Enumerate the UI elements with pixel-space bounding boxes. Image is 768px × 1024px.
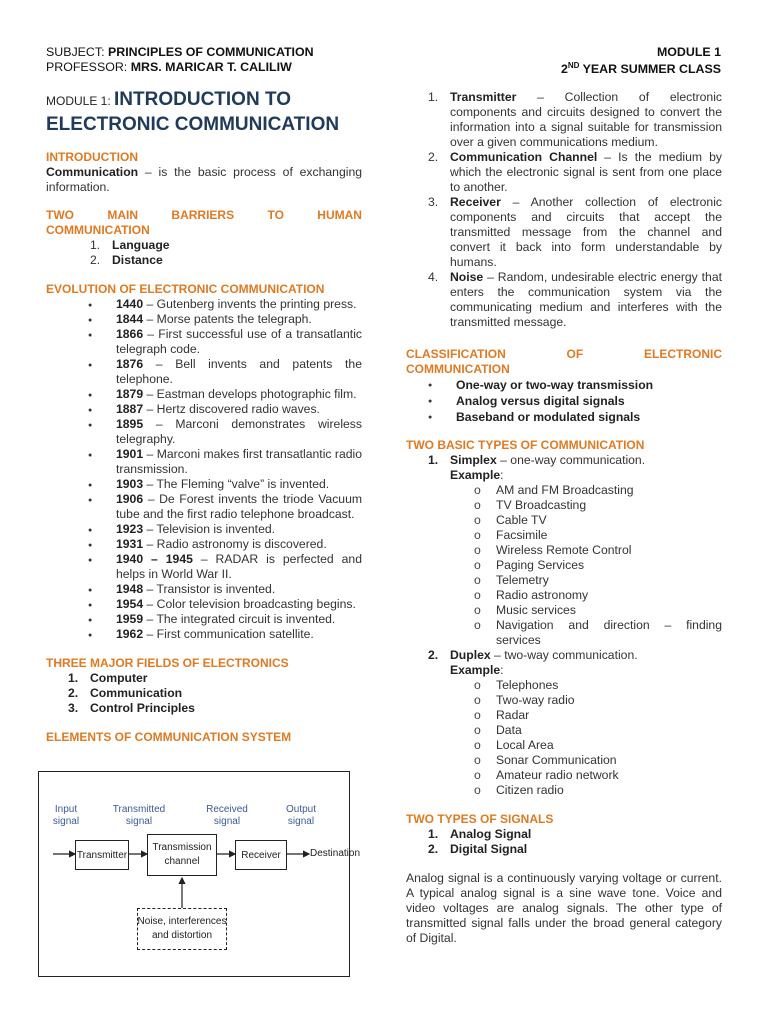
evolution-list <box>88 297 362 642</box>
timeline-item <box>88 537 362 552</box>
timeline-year: 1940 – 1945 <box>116 552 193 566</box>
simplex-example-label: Example <box>450 468 501 482</box>
example-item: o Sonar Communication <box>474 753 722 768</box>
module-label: MODULE 1 <box>656 45 721 59</box>
item-text: Language <box>112 238 170 252</box>
timeline-item <box>88 582 362 597</box>
timeline-item <box>88 312 362 327</box>
element-definition: – Collection of electronic components and circuits designed to convert the information into a signal suitable for transmission over a given communications medium. <box>450 90 722 149</box>
item-text: Baseband or modulated signals <box>456 410 641 424</box>
signals-paragraph: Analog signal is a continuously varying voltage or current. A typical analog signal is a sine wave tone. Voice and video voltages are analog signals. The other type of transmitted signal falls under the broad general category of Digital. <box>406 871 722 945</box>
element-term: Transmitter <box>450 90 517 104</box>
subject-value: PRINCIPLES OF COMMUNICATION <box>107 45 314 59</box>
timeline-item <box>88 522 362 537</box>
example-item: o Radio astronomy <box>474 588 722 603</box>
item-number: 1. <box>90 238 101 252</box>
example-item: o Citizen radio <box>474 783 722 798</box>
timeline-event: – Eastman develops photographic film. <box>143 387 357 401</box>
input-signal-label: Input signal <box>52 804 80 827</box>
timeline-item <box>88 417 362 447</box>
timeline-year: 1876 <box>116 357 144 371</box>
elements-heading: ELEMENTS OF COMMUNICATION SYSTEM <box>46 730 292 744</box>
timeline-item <box>88 612 362 627</box>
subject-line <box>46 45 314 60</box>
example-item: o Radar <box>474 708 722 723</box>
item-number: 4. <box>428 270 439 284</box>
element-term: Receiver <box>450 195 501 209</box>
item-number: 3. <box>428 195 439 209</box>
timeline-event: – Gutenberg invents the printing press. <box>143 297 357 311</box>
timeline-item <box>88 477 362 492</box>
element-definition: – Random, undesirable electric energy that enters the communication system via the communicating medium and interferes with the transmitted message. <box>450 270 722 329</box>
list-item <box>68 686 362 701</box>
intro-definition: – is the basic process of exchanging information. <box>46 165 362 194</box>
class-label <box>561 58 721 77</box>
timeline-item <box>88 387 362 402</box>
item-text: Communication <box>90 686 183 700</box>
timeline-item <box>88 402 362 417</box>
timeline-year: 1962 <box>116 627 144 641</box>
fields-list <box>68 671 362 716</box>
timeline-event: – First successful use of a transatlantic telegraph code. <box>116 327 362 356</box>
timeline-year: 1959 <box>116 612 144 626</box>
item-number: 1. <box>68 671 79 685</box>
barriers-list <box>90 238 362 268</box>
timeline-year: 1931 <box>116 537 144 551</box>
system-element-item <box>428 150 722 195</box>
item-number: 1. <box>428 90 439 104</box>
timeline-item <box>88 327 362 357</box>
timeline-event: – Bell invents and patents the telephone. <box>116 357 362 386</box>
item-number: 2. <box>428 842 439 856</box>
received-signal-label: Received signal <box>206 804 248 827</box>
output-signal-label: Output signal <box>285 804 317 827</box>
professor-value: MRS. MARICAR T. CALILIW <box>130 60 292 74</box>
page-title <box>46 88 362 138</box>
timeline-event: – Marconi demonstrates wireless telegraphy. <box>116 417 362 446</box>
year-rest: YEAR SUMMER CLASS <box>579 62 721 77</box>
simplex-examples <box>474 483 722 648</box>
barriers-heading: TWO MAIN BARRIERS TO HUMAN COMMUNICATION <box>46 208 362 237</box>
example-item: o Data <box>474 723 722 738</box>
timeline-event: – Hertz discovered radio waves. <box>143 402 320 416</box>
timeline-year: 1903 <box>116 477 144 491</box>
list-item <box>68 671 362 686</box>
item-number: 3. <box>68 701 79 715</box>
element-term: Noise <box>450 270 484 284</box>
fields-heading: THREE MAJOR FIELDS OF ELECTRONICS <box>46 656 289 670</box>
item-text: Control Principles <box>90 701 195 715</box>
system-element-item <box>428 90 722 150</box>
example-item: o Navigation and direction – finding services <box>474 618 722 648</box>
year-suffix: ND <box>567 61 580 70</box>
example-item: o Wireless Remote Control <box>474 543 722 558</box>
timeline-year: 1844 <box>116 312 144 326</box>
item-text: Analog versus digital signals <box>456 394 625 408</box>
item-text: Digital Signal <box>450 842 528 856</box>
evolution-heading: EVOLUTION OF ELECTRONIC COMMUNICATION <box>46 282 325 296</box>
types-heading: TWO BASIC TYPES OF COMMUNICATION <box>406 438 645 452</box>
example-item: o Cable TV <box>474 513 722 528</box>
example-item: o Telephones <box>474 678 722 693</box>
duplex-example-label: Example <box>450 663 501 677</box>
timeline-item <box>88 357 362 387</box>
timeline-year: 1948 <box>116 582 144 596</box>
system-element-item <box>428 195 722 270</box>
example-item: o Local Area <box>474 738 722 753</box>
simplex-definition: – one-way communication. <box>496 453 646 467</box>
destination-label: Destination <box>310 848 361 859</box>
simplex-term: Simplex <box>450 453 497 467</box>
timeline-year: 1866 <box>116 327 144 341</box>
timeline-event: – Marconi makes first transatlantic radio transmission. <box>116 447 362 476</box>
timeline-item <box>88 447 362 477</box>
timeline-event: – The integrated circuit is invented. <box>143 612 336 626</box>
timeline-item <box>88 297 362 312</box>
timeline-year: 1440 <box>116 297 144 311</box>
timeline-event: – First communication satellite. <box>143 627 314 641</box>
intro-text <box>46 165 362 195</box>
duplex-block: 2. Duplex – two-way communication. Example: <box>428 648 638 677</box>
timeline-year: 1887 <box>116 402 144 416</box>
timeline-year: 1906 <box>116 492 144 506</box>
element-definition: – Another collection of electronic components and circuits that accept the transmitted message from the channel and convert it back into form understandable by humans. <box>450 195 722 269</box>
example-item: o Facsimile <box>474 528 722 543</box>
title-line2: ELECTRONIC COMMUNICATION <box>46 114 340 135</box>
receiver-box: Receiver <box>235 840 287 870</box>
title-line1: INTRODUCTION TO <box>114 89 291 110</box>
signals-list <box>428 827 722 857</box>
element-definition: – Is the medium by which the electronic signal is sent from one place to another. <box>450 150 722 194</box>
classification-list <box>428 377 722 425</box>
timeline-year: 1901 <box>116 447 144 461</box>
example-item: o Amateur radio network <box>474 768 722 783</box>
intro-heading: INTRODUCTION <box>46 150 138 164</box>
example-item: o Two-way radio <box>474 693 722 708</box>
list-item <box>428 393 722 409</box>
communication-system-diagram <box>38 771 361 977</box>
item-number: 2. <box>428 150 439 164</box>
item-text: Distance <box>112 253 163 267</box>
timeline-event: – Color television broadcasting begins. <box>143 597 356 611</box>
channel-box: Transmission channel <box>147 834 217 876</box>
example-item: o Telemetry <box>474 573 722 588</box>
item-number: 2. <box>90 253 101 267</box>
list-item <box>428 377 722 393</box>
left-column <box>46 88 362 745</box>
timeline-event: – Radio astronomy is discovered. <box>143 537 327 551</box>
timeline-event: – RADAR is perfected and helps in World War II. <box>116 552 362 581</box>
professor-line <box>46 60 292 75</box>
timeline-event: – The Fleming “valve” is invented. <box>143 477 330 491</box>
duplex-term: Duplex <box>450 648 491 662</box>
timeline-event: – Morse patents the telegraph. <box>143 312 312 326</box>
element-term: Communication Channel <box>450 150 598 164</box>
intro-term: Communication <box>46 165 139 179</box>
system-element-item <box>428 270 722 330</box>
timeline-event: – Television is invented. <box>143 522 276 536</box>
system-elements-list <box>428 90 722 330</box>
example-item: o AM and FM Broadcasting <box>474 483 722 498</box>
classification-heading: CLASSIFICATION OF ELECTRONIC COMMUNICATION <box>406 347 722 376</box>
item-text: One-way or two-way transmission <box>456 378 654 392</box>
item-number: 2. <box>428 648 439 662</box>
transmitted-signal-label: Transmitted signal <box>112 804 166 827</box>
simplex-block: 1. Simplex – one-way communication. Example: <box>428 453 646 482</box>
list-item <box>68 701 362 716</box>
item-text: Analog Signal <box>450 827 532 841</box>
list-item <box>90 253 362 268</box>
noise-box: Noise, interferences and distortion <box>137 908 227 950</box>
subject-label: SUBJECT: <box>46 45 105 59</box>
timeline-event: – Transistor is invented. <box>143 582 276 596</box>
timeline-item <box>88 597 362 612</box>
duplex-definition: – two-way communication. <box>490 648 638 662</box>
item-text: Computer <box>90 671 148 685</box>
example-item: o Music services <box>474 603 722 618</box>
list-item <box>90 238 362 253</box>
timeline-year: 1923 <box>116 522 144 536</box>
year-number: 2 <box>560 62 568 77</box>
list-item <box>428 827 722 842</box>
item-number: 2. <box>68 686 79 700</box>
timeline-item <box>88 627 362 642</box>
signals-heading: TWO TYPES OF SIGNALS <box>406 812 554 826</box>
timeline-event: – De Forest invents the triode Vacuum tube and the first radio telephone broadcast. <box>116 492 362 521</box>
item-number: 1. <box>428 453 439 467</box>
title-prefix: MODULE 1: <box>46 94 115 108</box>
professor-label: PROFESSOR: <box>46 60 128 74</box>
example-item: o TV Broadcasting <box>474 498 722 513</box>
transmitter-box: Transmitter <box>75 840 129 870</box>
item-number: 1. <box>428 827 439 841</box>
timeline-year: 1895 <box>116 417 144 431</box>
timeline-year: 1954 <box>116 597 144 611</box>
list-item <box>428 842 722 857</box>
example-item: o Paging Services <box>474 558 722 573</box>
timeline-year: 1879 <box>116 387 144 401</box>
list-item <box>428 409 722 425</box>
duplex-examples <box>474 678 722 798</box>
timeline-item <box>88 492 362 522</box>
right-column <box>406 90 722 946</box>
timeline-item <box>88 552 362 582</box>
